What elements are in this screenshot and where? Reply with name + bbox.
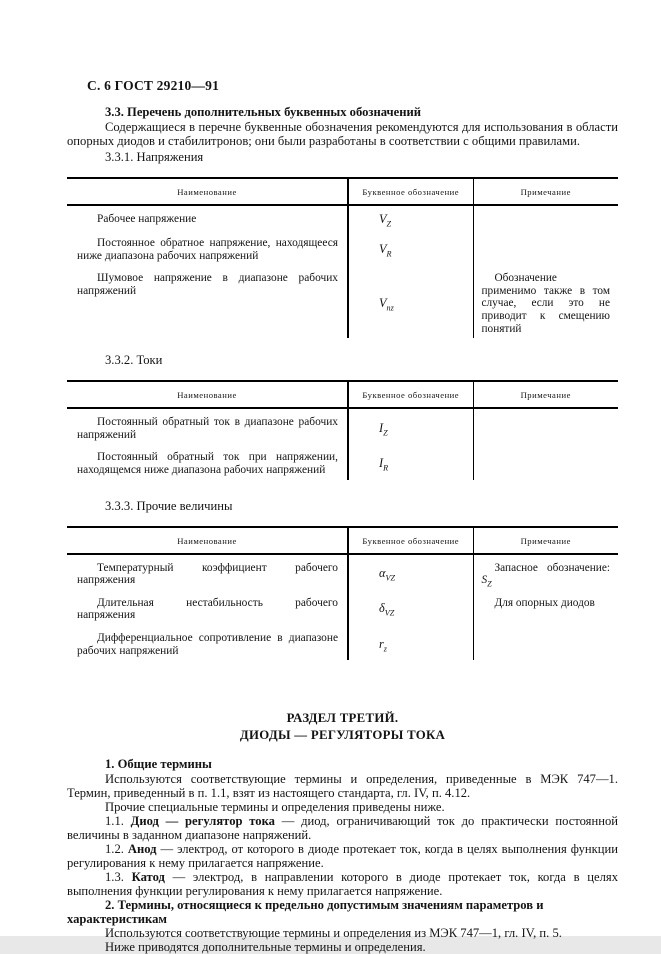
- section-three-title-line1: РАЗДЕЛ ТРЕТИЙ.: [286, 711, 399, 726]
- definition-number: 1.1.: [105, 814, 124, 829]
- symbol-base: I: [379, 420, 384, 435]
- symbol-subscript: VZ: [385, 573, 396, 583]
- term-name-cell: Постоянный обратный ток в диапазоне рабочих напряжений: [67, 408, 348, 444]
- section-three-title-block: [67, 710, 618, 744]
- col-header-note: Примечание: [473, 381, 618, 408]
- table-row: [67, 590, 618, 625]
- table-header-row: [67, 381, 618, 408]
- term-name-cell: Длительная нестабильность рабочего напряжения: [67, 590, 348, 625]
- voltages-table: [67, 177, 618, 338]
- symbol-subscript: nz: [386, 303, 394, 313]
- definition-diode-current-regulator: [67, 814, 618, 842]
- symbol-base: V: [379, 241, 387, 256]
- note-cell: [473, 444, 618, 479]
- col-header-symbol: Буквенное обозначение: [348, 527, 473, 554]
- definition-text: — электрод, в направлении которого в диоде протекает ток, когда в целях выполнения функции регулирования к нему прилагается напряжение.: [67, 870, 618, 899]
- note-text: Запасное обозначение:: [494, 561, 610, 574]
- definition-text: — электрод, от которого в диоде протекает ток, когда в целях выполнения функции регулирования к нему прилагается напряжение.: [67, 842, 618, 871]
- table-row: [67, 205, 618, 230]
- note-cell: [473, 230, 618, 265]
- other-quantities-table: [67, 526, 618, 661]
- note-cell: Обозначение применимо также в том случае, если это не приводит к смещению понятий: [481, 272, 610, 335]
- col-header-symbol: Буквенное обозначение: [348, 178, 473, 205]
- note-symbol-subscript: Z: [487, 579, 492, 589]
- currents-table: [67, 380, 618, 479]
- note-cell: Для опорных диодов: [494, 596, 595, 609]
- symbol-subscript: VZ: [384, 608, 395, 618]
- definition-text: — диод, ограничивающий ток до практически постоянной величины в заданном диапазоне напряжений.: [67, 814, 618, 843]
- page-content: [67, 0, 618, 954]
- symbol-base: r: [379, 636, 384, 651]
- col-header-name: Наименование: [67, 381, 348, 408]
- symbol-subscript: Z: [383, 428, 388, 438]
- section-three-title-line2: ДИОДЫ — РЕГУЛЯТОРЫ ТОКА: [239, 728, 446, 743]
- table-row: [67, 625, 618, 660]
- col-header-name: Наименование: [67, 178, 348, 205]
- symbol-subscript: R: [386, 249, 392, 259]
- term-name-cell: Постоянный обратный ток при напряжении, находящемся ниже диапазона рабочих напряжений: [67, 444, 348, 479]
- definition-term: Анод: [127, 842, 157, 857]
- definition-cathode: [67, 870, 618, 898]
- general-terms-paragraph-1: Используются соответствующие термины и определения, приведенные в МЭК 747—1. Термин, приведенный в п. 1.1, взят из настоящего стандарта, гл. IV, п. 4.12.: [67, 772, 618, 801]
- term-name-cell: Дифференциальное сопротивление в диапазоне рабочих напряжений: [67, 625, 348, 660]
- symbol-cell: [348, 590, 473, 625]
- limit-terms-paragraph-2: Ниже приводятся дополнительные термины и определения.: [105, 940, 426, 954]
- col-header-note: Примечание: [473, 527, 618, 554]
- table-row: [67, 408, 618, 444]
- symbol-base: δ: [379, 601, 385, 616]
- col-header-name: Наименование: [67, 527, 348, 554]
- definition-term: Диод — регулятор тока: [130, 814, 275, 829]
- table-header-row: [67, 527, 618, 554]
- note-cell: [473, 554, 618, 590]
- symbol-subscript: Z: [386, 219, 392, 229]
- symbol-cell: [348, 230, 473, 265]
- section-3-3-2-heading: 3.3.2. Токи: [105, 353, 163, 368]
- symbol-cell: [348, 625, 473, 660]
- table-row: [67, 444, 618, 479]
- symbol-subscript: z: [383, 643, 387, 653]
- section-3-3-intro: Содержащиеся в перечне буквенные обозначения рекомендуются для использования в области опорных диодов и стабилитронов; они были разработаны в соответствии с общими правилами.: [67, 120, 618, 148]
- symbol-base: V: [379, 212, 387, 226]
- col-header-symbol: Буквенное обозначение: [348, 381, 473, 408]
- definition-number: 1.3.: [105, 870, 124, 885]
- symbol-base: I: [379, 455, 384, 470]
- col-header-note: Примечание: [473, 178, 618, 205]
- term-name-cell: Рабочее напряжение: [67, 205, 348, 230]
- term-name-cell: Постоянное обратное напряжение, находящееся ниже диапазона рабочих напряжений: [67, 230, 348, 265]
- limit-terms-paragraph-1: Используются соответствующие термины и определения из МЭК 747—1, гл. IV, п. 5.: [105, 926, 562, 941]
- table-header-row: [67, 178, 618, 205]
- note-cell: [473, 625, 618, 660]
- note-symbol-base: S: [481, 574, 488, 587]
- symbol-cell: [348, 554, 473, 590]
- symbol-cell: [348, 265, 473, 338]
- symbol-cell: [348, 408, 473, 444]
- definition-number: 1.2.: [105, 842, 124, 857]
- general-terms-paragraph-2: Прочие специальные термины и определения приведены ниже.: [105, 800, 445, 815]
- running-header: С. 6 ГОСТ 29210—91: [87, 78, 220, 93]
- general-terms-heading: 1. Общие термины: [105, 757, 212, 772]
- table-row: [67, 230, 618, 265]
- section-3-3-heading: 3.3. Перечень дополнительных буквенных обозначений: [105, 105, 421, 119]
- symbol-subscript: R: [383, 463, 389, 473]
- section-3-3-3-heading: 3.3.3. Прочие величины: [105, 498, 233, 513]
- table-row: [67, 265, 618, 338]
- term-name-cell: Температурный коэффициент рабочего напряжения: [67, 554, 348, 590]
- symbol-base: α: [379, 566, 386, 581]
- note-cell: [473, 205, 618, 230]
- section-3-3-1-heading: 3.3.1. Напряжения: [105, 150, 204, 164]
- limit-terms-heading: 2. Термины, относящиеся к предельно допустимым значениям параметров и характеристикам: [67, 898, 544, 927]
- symbol-cell: [348, 205, 473, 230]
- definition-term: Катод: [131, 870, 165, 885]
- term-name-cell: Шумовое напряжение в диапазоне рабочих напряжений: [67, 265, 348, 338]
- table-row: [67, 554, 618, 590]
- note-cell: [473, 408, 618, 444]
- definition-anode: [67, 842, 618, 870]
- symbol-cell: [348, 444, 473, 479]
- symbol-base: V: [379, 295, 387, 310]
